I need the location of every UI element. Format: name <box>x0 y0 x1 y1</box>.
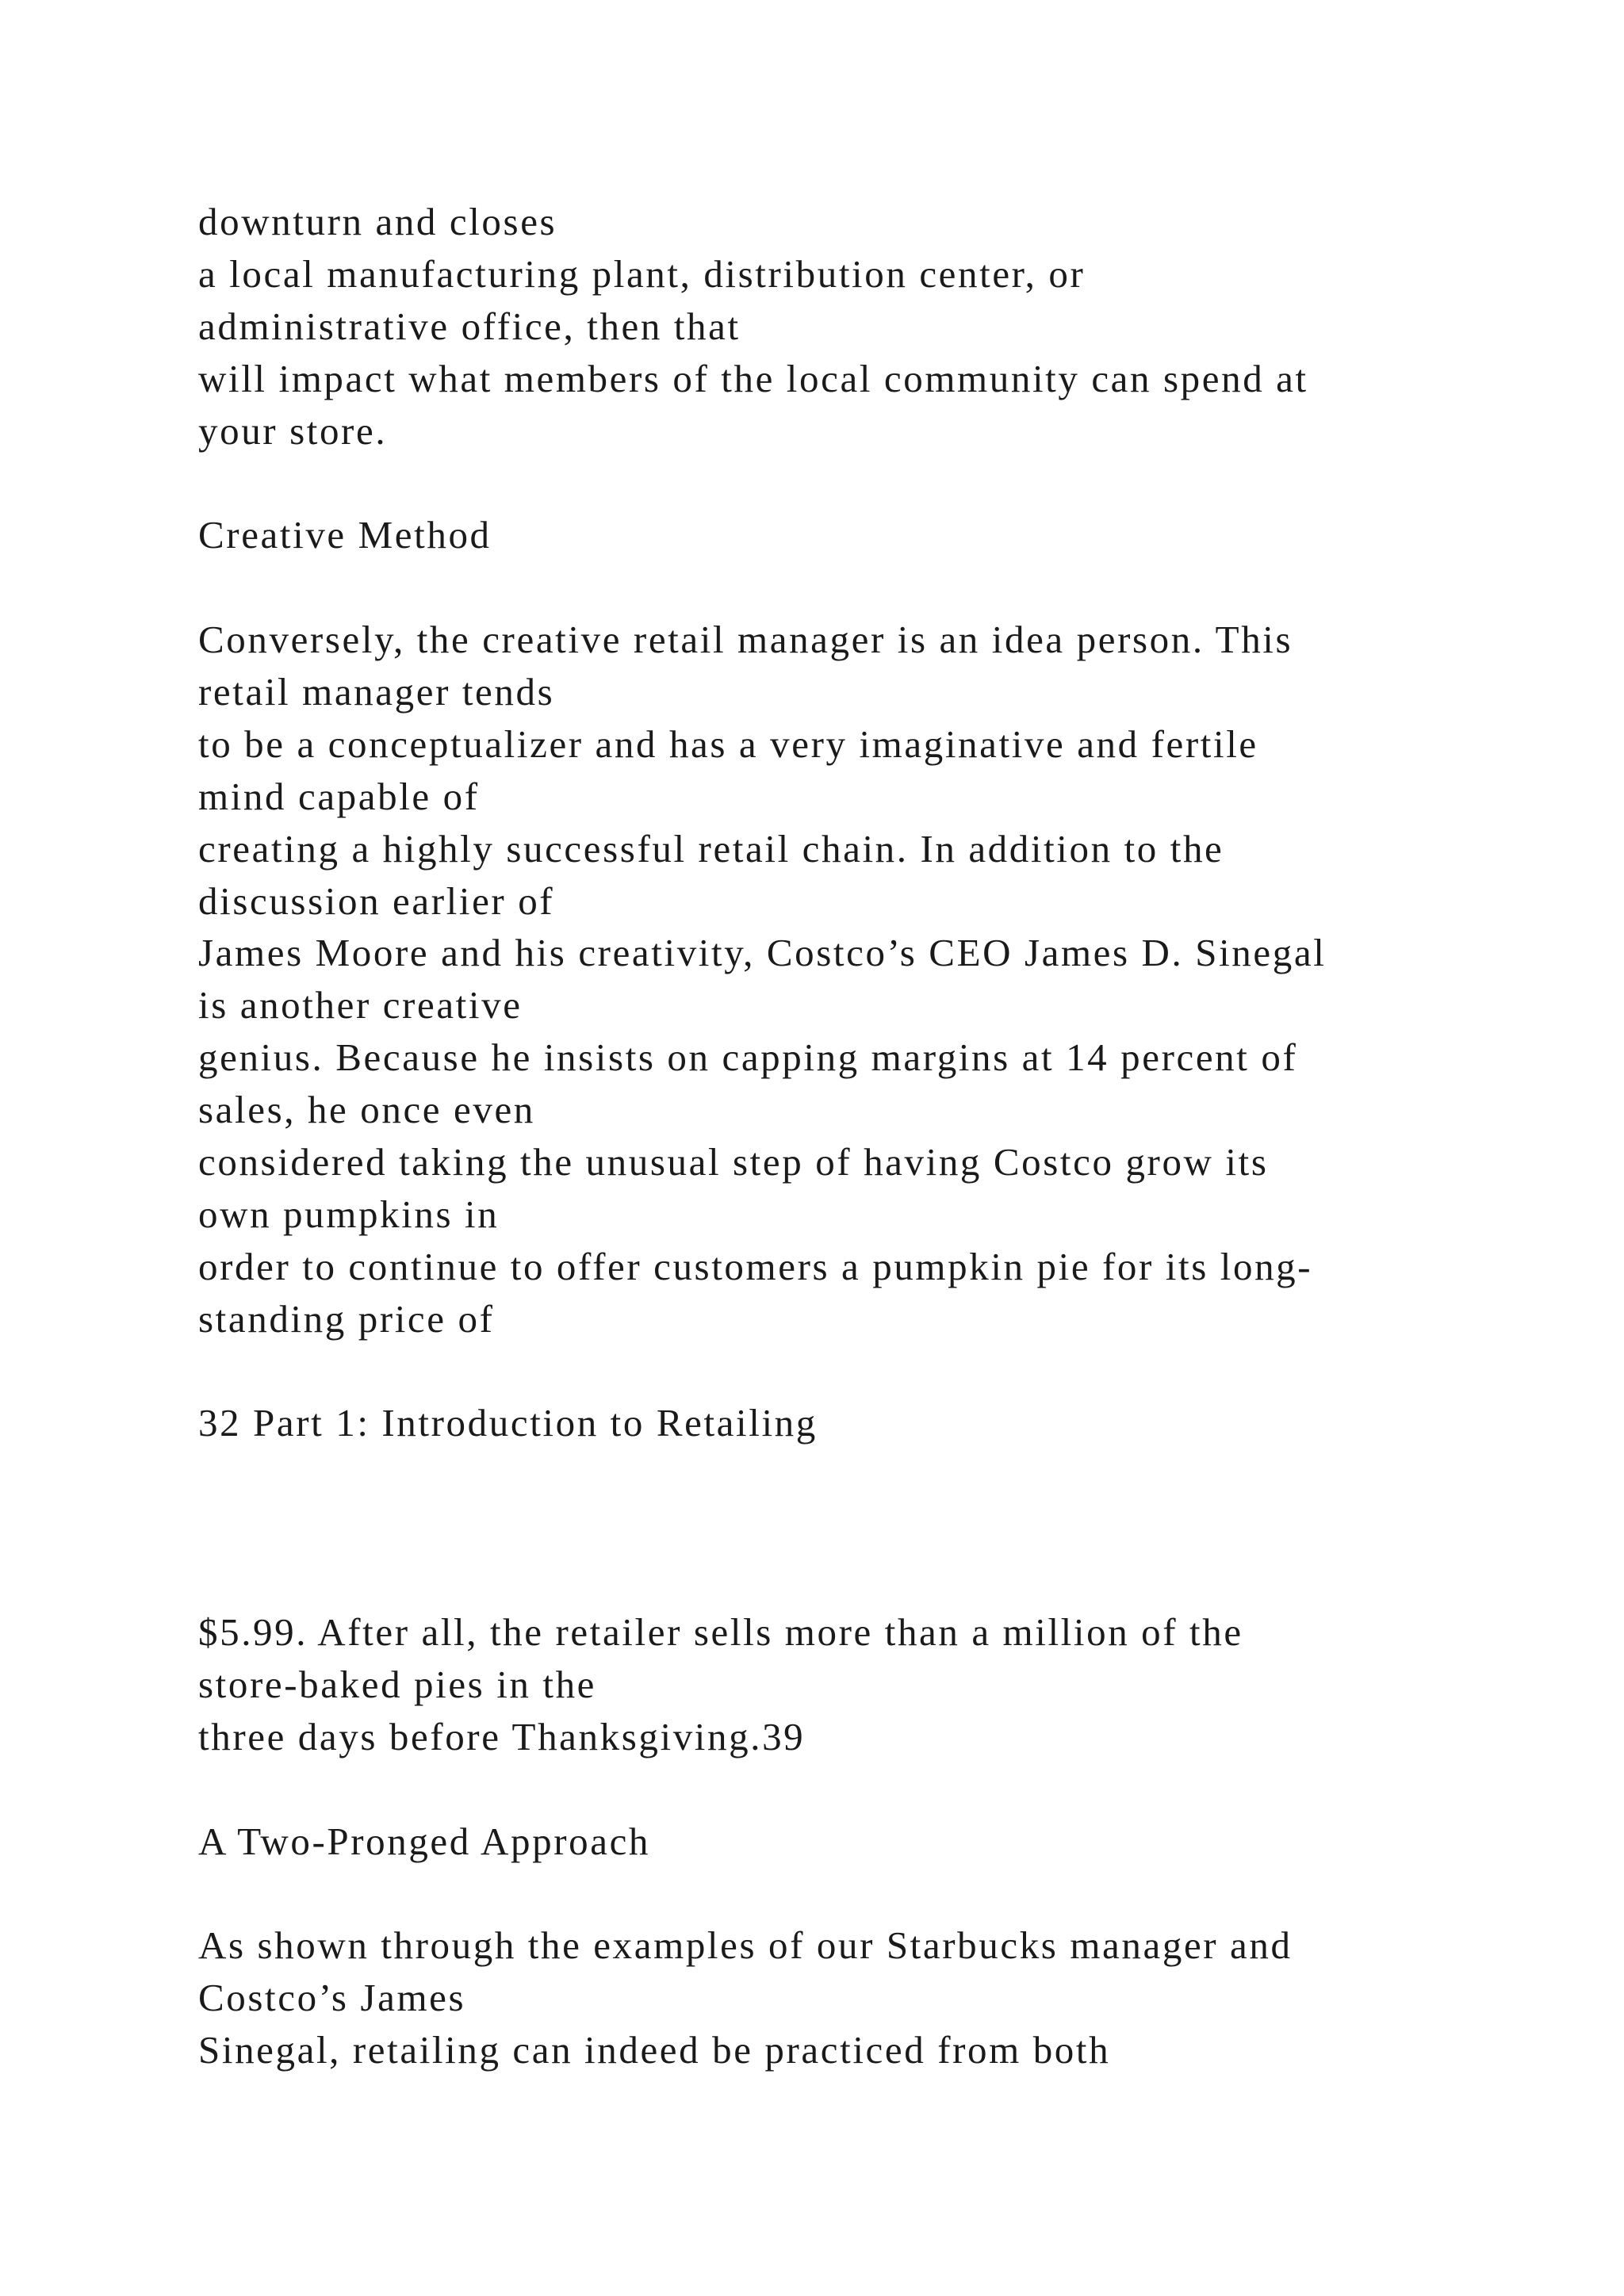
text-line: downturn and closes <box>198 200 557 243</box>
text-line: James Moore and his creativity, Costco’s CEO James D. Sinegal <box>198 931 1327 975</box>
page-footer: 32 Part 1: Introduction to Retailing <box>198 1401 818 1445</box>
blank-line <box>198 1345 1594 1398</box>
body-text <box>198 196 1594 2076</box>
blank-line <box>198 561 1594 614</box>
blank-line <box>198 1449 1594 1502</box>
text-line: creating a highly successful retail chain. In addition to the <box>198 826 1224 871</box>
text-line: Sinegal, retailing can indeed be practiced from both <box>198 2028 1111 2072</box>
text-line: store-baked pies in the <box>198 1662 597 1706</box>
text-line: Costco’s James <box>198 1976 466 2020</box>
text-line: genius. Because he insists on capping margins at 14 percent of <box>198 1035 1298 1080</box>
text-line: order to continue to offer customers a pumpkin pie for its long- <box>198 1244 1313 1288</box>
text-line: a local manufacturing plant, distribution center, or <box>198 251 1086 296</box>
text-line: own pumpkins in <box>198 1192 500 1236</box>
text-line: standing price of <box>198 1296 495 1341</box>
text-line: sales, he once even <box>198 1088 535 1132</box>
section-heading: Creative Method <box>198 513 492 557</box>
text-line: $5.99. After all, the retailer sells more than a million of the <box>198 1610 1243 1655</box>
text-line: will impact what members of the local community can spend at <box>198 356 1308 400</box>
blank-line <box>198 1554 1594 1606</box>
text-line: As shown through the examples of our Starbucks manager and <box>198 1923 1293 1968</box>
text-line: administrative office, then that <box>198 304 741 348</box>
text-line: Conversely, the creative retail manager is an idea person. This <box>198 618 1293 662</box>
blank-line <box>198 1763 1594 1816</box>
text-line: retail manager tends <box>198 670 555 714</box>
text-line: your store. <box>198 408 388 453</box>
blank-line <box>198 457 1594 509</box>
section-heading: A Two-Pronged Approach <box>198 1819 651 1863</box>
blank-line <box>198 1868 1594 1920</box>
text-line: is another creative <box>198 983 523 1027</box>
text-line: to be a conceptualizer and has a very imaginative and fertile <box>198 721 1258 766</box>
blank-line <box>198 1502 1594 1554</box>
text-line: discussion earlier of <box>198 878 555 923</box>
text-line: three days before Thanksgiving.39 <box>198 1714 806 1758</box>
text-line: mind capable of <box>198 774 480 818</box>
text-line: considered taking the unusual step of having Costco grow its <box>198 1140 1269 1184</box>
